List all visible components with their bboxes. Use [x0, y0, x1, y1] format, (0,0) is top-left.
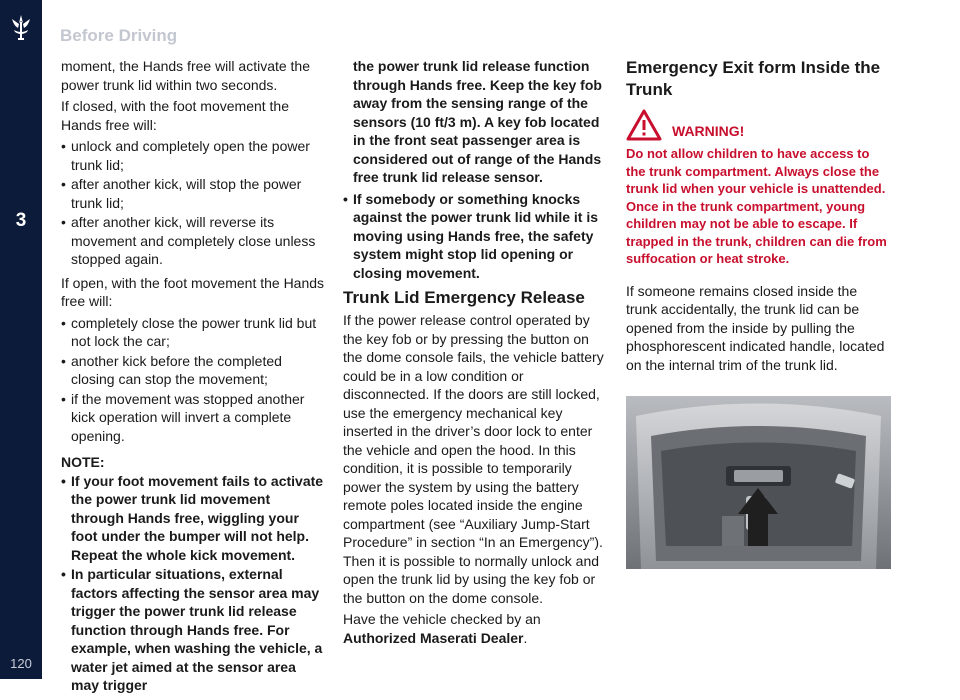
paragraph: If someone remains closed inside the trunk accidentally, the trunk lid can be opened from the inside by pulling the phosphorescent indicated handle, located on the internal trim of the trunk lid.: [626, 282, 885, 373]
note-continuation: the power trunk lid release function through Hands free. Keep the key fob away from the sensing range of the sensors (10 ft/3 m). A key fob located in the front seat passenger area is considered out of range of the Hands free trunk lid release sensor.: [353, 58, 602, 185]
paragraph: [343, 610, 608, 647]
section-heading: Trunk Lid Emergency Release: [343, 288, 585, 307]
list-item: • If somebody or something knocks against the power trunk lid while it is moving using Hands free, the safety system might stop lid opening or closing movement.: [343, 190, 608, 283]
paragraph: If closed, with the foot movement the Hands free will:: [61, 98, 290, 133]
section-header: Before Driving: [60, 26, 178, 45]
note-list: [61, 472, 326, 695]
note-list-continued: [343, 190, 608, 283]
column-1: [61, 57, 326, 700]
warning-label: WARNING!: [672, 122, 745, 139]
list-item: • if the movement was stopped another kick operation will invert a complete opening.: [61, 390, 326, 446]
list-item: • completely close the power trunk lid but not lock the car;: [61, 314, 326, 351]
trident-logo-icon: [8, 14, 34, 44]
list-item: • another kick before the completed closing can stop the movement;: [61, 352, 326, 389]
trunk-lid-illustration: [626, 396, 891, 569]
check-text: Have the vehicle checked by an: [343, 611, 541, 627]
list-item: • If your foot movement fails to activate the power trunk lid movement through Hands free, wiggling your foot under the bumper will not help. Repeat the whole kick movement.: [61, 472, 326, 565]
page-number: 120: [10, 656, 32, 671]
list-item: • unlock and completely open the power trunk lid;: [61, 137, 326, 174]
column-3: [626, 57, 892, 377]
chapter-number: 3: [15, 210, 27, 231]
paragraph: moment, the Hands free will activate the power trunk lid within two seconds.: [61, 58, 311, 93]
warning-header: [626, 109, 892, 141]
closed-behaviour-list: [61, 137, 326, 269]
warning-text: Do not allow children to have access to the trunk compartment. Always close the trunk lid when your vehicle is unattended. Once in the trunk compartment, young children may not be able to escape. If trapped in the trunk, children can die from suffocation or heat stroke.: [626, 146, 887, 266]
warning-triangle-icon: [626, 109, 662, 141]
column-2: [343, 57, 608, 650]
open-behaviour-list: [61, 314, 326, 446]
trunk-lid-photo: [626, 396, 891, 569]
list-item: • In particular situations, external factors affecting the sensor area may trigger the power trunk lid release function through Hands free. For example, when washing the vehicle, a water jet aimed at the sensor area may trigger: [61, 565, 326, 695]
paragraph: If the power release control operated by the key fob or by pressing the button on the dome console fails, the vehicle battery could be in a low condition or disconnected. If the doors are still locked, use the emergency mechanical key inserted in the driver’s door lock to enter the vehicle and open the hood. In this condition, it is possible to temporarily power the system by using the battery remote poles located inside the engine compartment (see “Auxiliary Jump-Start Procedure” in section “In an Emergency”). Then it is possible to normally unlock and open the trunk lid by using the key fob or the button on the dome console.: [343, 312, 604, 606]
list-item: • after another kick, will reverse its movement and completely close unless stopped again.: [61, 213, 326, 269]
dealer-name: Authorized Maserati Dealer: [343, 629, 524, 646]
section-heading: Emergency Exit form Inside the Trunk: [626, 58, 881, 99]
sidebar: [0, 0, 42, 679]
list-item: • after another kick, will stop the power trunk lid;: [61, 175, 326, 212]
period: .: [523, 629, 528, 646]
paragraph: If open, with the foot movement the Hands free will:: [61, 274, 325, 309]
note-label: NOTE:: [61, 454, 105, 470]
